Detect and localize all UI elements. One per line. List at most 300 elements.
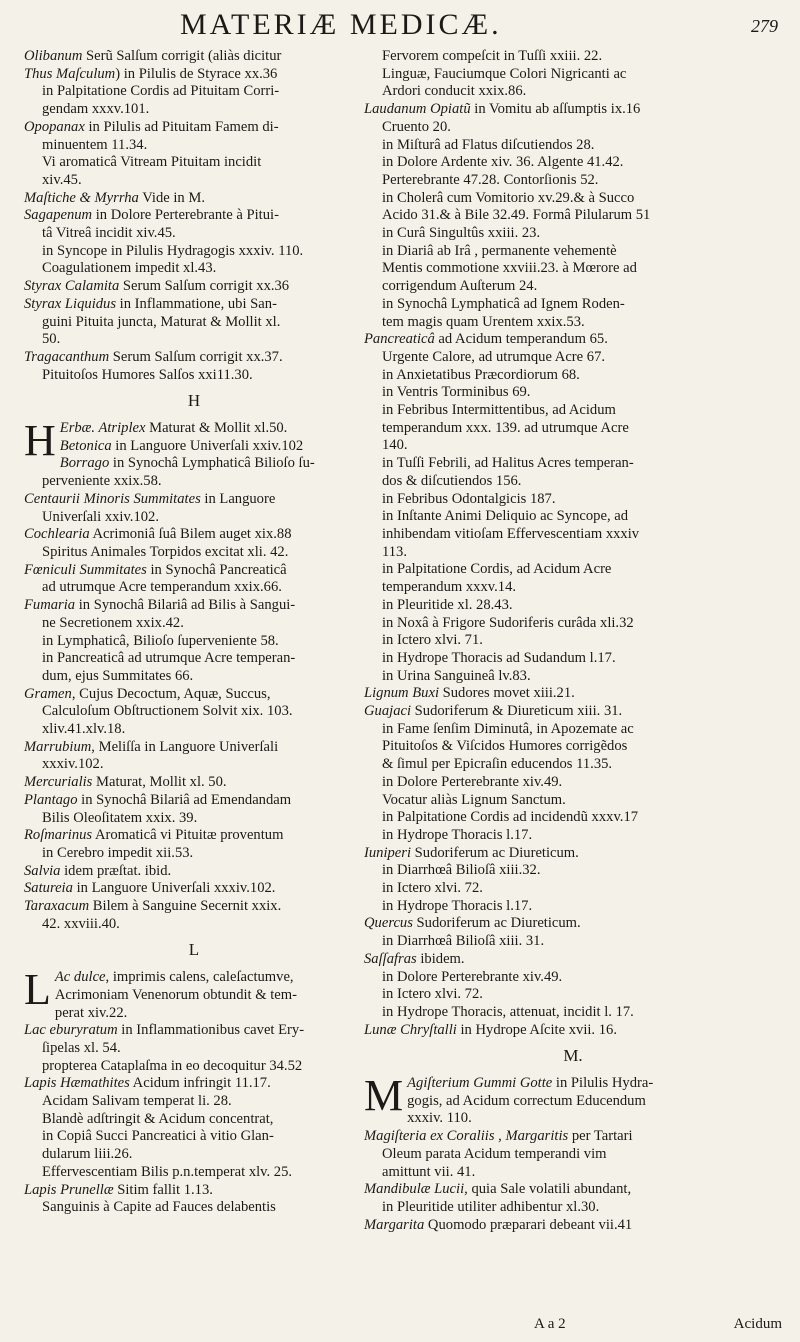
entry-text: in Palpitatione Cordis ad incidendũ xxxv.17 <box>382 809 639 826</box>
index-entry <box>24 455 364 473</box>
entry-text: in Curâ Singultûs xxiii. 23. <box>382 225 541 242</box>
entry-text: in Pilulis Hydra- <box>552 1075 654 1092</box>
index-entry <box>364 1004 782 1022</box>
index-entry <box>24 1111 364 1129</box>
entry-text: temperandum xxxv.14. <box>382 579 517 596</box>
section-letter: H <box>187 391 201 411</box>
index-entry <box>364 437 782 455</box>
entry-text: Oleum parata Acidum temperandi vim <box>382 1145 607 1162</box>
index-entry <box>24 314 364 332</box>
entry-text: xxxiv.102. <box>42 756 104 773</box>
entry-text: & ſimul per Epicraſin educendos 11.35. <box>382 756 613 773</box>
entry-text: Cruento 20. <box>382 118 451 135</box>
index-entry <box>364 756 782 774</box>
entry-text: Maturat & Mollit xl.50. <box>145 420 288 437</box>
entry-text: tâ Vitreâ incidit xiv.45. <box>42 225 176 242</box>
entry-text: in Tuſſi Febrili, ad Halitus Acres temperan- <box>382 455 634 472</box>
index-entry <box>24 473 364 491</box>
entry-text: Serum Salſum corrigit xx.37. <box>109 348 283 365</box>
entry-text: Vocatur aliàs Lignum Sanctum. <box>382 791 566 808</box>
index-entry <box>24 756 364 774</box>
entry-text: Univerſali xxiv.102. <box>42 508 159 525</box>
entry-headword: Fumaria <box>24 597 76 614</box>
section-letter: M. <box>563 1046 583 1066</box>
entry-text: Linguæ, Fauciumque Colori Nigricanti ac <box>382 65 627 82</box>
index-entry <box>364 738 782 756</box>
index-entry <box>24 172 364 190</box>
index-entry <box>24 1146 364 1164</box>
index-entry <box>364 402 782 420</box>
page-header <box>0 8 800 44</box>
entry-headword: Lac eburyratum <box>24 1022 118 1039</box>
index-entry <box>24 863 364 881</box>
entry-text: in Languore Univerſali xxiv.102 <box>111 437 304 454</box>
index-entry <box>24 827 364 845</box>
index-entry <box>24 509 364 527</box>
entry-text: Calculoſum Obſtructionem Solvit xix. 103. <box>42 703 293 720</box>
entry-headword: Mercurialis <box>24 774 93 791</box>
index-entry <box>364 845 782 863</box>
index-entry <box>364 473 782 491</box>
entry-text: in Diarrhœâ Bilioſâ xiii.32. <box>382 862 541 879</box>
index-entry <box>364 951 782 969</box>
entry-text: in Pleuritide xl. 28.43. <box>382 596 513 613</box>
index-entry <box>364 384 782 402</box>
entry-text: 140. <box>382 437 408 454</box>
entry-text: Ardori conducit xxix.86. <box>382 83 527 100</box>
index-entry <box>24 137 364 155</box>
index-entry <box>364 1164 782 1182</box>
entry-text: in Pancreaticâ ad utrumque Acre temperan- <box>42 650 296 667</box>
entry-text: ibidem. <box>416 950 465 967</box>
entry-text: in Inflammatione, ubi San- <box>116 295 277 312</box>
index-entry <box>24 331 364 349</box>
signature-mark: A a 2 <box>534 1316 566 1332</box>
entry-text: ) in Pilulis de Styrace xx.36 <box>115 65 278 82</box>
index-entry <box>364 650 782 668</box>
entry-text: ad Acidum temperandum 65. <box>434 331 608 348</box>
index-entry <box>364 685 782 703</box>
index-entry <box>364 190 782 208</box>
entry-text: amittunt vii. 41. <box>382 1163 476 1180</box>
index-entry <box>364 880 782 898</box>
entry-headword: Lignum Buxi <box>364 685 439 702</box>
index-entry <box>24 1164 364 1182</box>
index-entry <box>24 1182 364 1200</box>
entry-text: Maturat, Mollit xl. 50. <box>92 774 227 791</box>
entry-headword: Plantago <box>24 791 78 808</box>
entry-text: in Diariâ ab Irâ , permanente vehementè <box>382 242 617 259</box>
entry-headword: Guajaci <box>364 703 412 720</box>
index-entry <box>364 296 782 314</box>
index-entry <box>364 225 782 243</box>
entry-text: inhibendam vitioſam Effervescentiam xxxiv <box>382 525 640 542</box>
index-entry <box>364 243 782 261</box>
index-entry <box>24 66 364 84</box>
entry-headword: Margarita <box>364 1216 425 1233</box>
index-entry <box>364 615 782 633</box>
index-entry <box>24 916 364 934</box>
index-entry <box>24 1075 364 1093</box>
entry-text: in Ictero xlvi. 72. <box>382 880 483 897</box>
entry-text: Sanguinis à Capite ad Fauces delabentis <box>42 1199 276 1216</box>
entry-text: in Febribus Odontalgicis 187. <box>382 490 556 507</box>
entry-text: in Ictero xlvi. 72. <box>382 986 483 1003</box>
drop-initial: M <box>364 1071 404 1121</box>
entry-headword: Fœniculi Summitates <box>24 561 147 578</box>
entry-text: Urgente Calore, ad utrumque Acre 67. <box>382 348 606 365</box>
entry-headword: Maſtiche & Myrrha <box>24 189 139 206</box>
index-entry <box>364 986 782 1004</box>
entry-text: gogis, ad Acidum correctum Educendum <box>407 1092 646 1109</box>
entry-text: in Hydrope Thoracis l.17. <box>382 897 533 914</box>
entry-text: in Noxâ à Frigore Sudoriferis curâda xli.32 <box>382 614 634 631</box>
index-entry <box>364 1022 782 1040</box>
index-entry <box>24 615 364 633</box>
entry-text: , imprimis calens, caleſactumve, <box>105 969 294 986</box>
entry-text: Blandè adſtringit & Acidum concentrat, <box>42 1110 274 1127</box>
index-entry <box>24 1022 364 1040</box>
index-entry <box>364 862 782 880</box>
entry-text: Sudoriferum ac Diureticum. <box>411 844 579 861</box>
index-entry <box>364 1217 782 1235</box>
index-entry <box>24 703 364 721</box>
index-entry <box>364 668 782 686</box>
entry-text: xiv.45. <box>42 171 82 188</box>
page-number: 279 <box>751 16 778 36</box>
entry-text: minuentem 11.34. <box>42 136 148 153</box>
index-entry <box>24 597 364 615</box>
entry-headword: Cochlearia <box>24 526 90 543</box>
entry-text: in Cholerâ cum Vomitorio xv.29.& à Succo <box>382 189 635 206</box>
entry-text: in Miſturâ ad Flatus diſcutiendos 28. <box>382 136 595 153</box>
entry-text: in Hydrope Aſcite xvii. 16. <box>456 1021 617 1038</box>
entry-text: Aromaticâ vi Pituitæ proventum <box>92 827 284 844</box>
page-footer <box>364 1316 782 1336</box>
index-entry <box>364 792 782 810</box>
entry-text: perat xiv.22. <box>54 1004 128 1021</box>
entry-text: in Syncope in Pilulis Hydragogis xxxiv. 110. <box>42 242 304 259</box>
running-title: MATERIÆ MEDICÆ. <box>180 8 502 41</box>
entry-headword: Saſſafras <box>364 950 417 967</box>
entry-text: temperandum xxx. 139. ad utrumque Acre <box>382 419 629 436</box>
entry-text: dum, ejus Summitates 66. <box>42 667 194 684</box>
entry-text: in Copiâ Succi Pancreatici à vitio Glan- <box>42 1128 274 1145</box>
index-entry <box>364 1093 782 1111</box>
index-entry <box>364 1181 782 1199</box>
entry-text: in Synochâ Lymphaticâ ad Ignem Roden- <box>382 295 625 312</box>
entry-text: in Dolore Perterebrante à Pitui- <box>92 207 279 224</box>
index-entry <box>24 83 364 101</box>
index-entry <box>24 190 364 208</box>
entry-headword: Erbæ. Atriplex <box>59 420 146 437</box>
index-entry <box>364 508 782 526</box>
index-entry <box>24 260 364 278</box>
entry-text: in Synochâ Bilariâ ad Emendandam <box>77 791 292 808</box>
entry-text: Sudores movet xiii.21. <box>439 685 575 702</box>
entry-text: dos & diſcutiendos 156. <box>382 472 522 489</box>
entry-headword: Lapis Prunellæ <box>24 1181 114 1198</box>
index-entry <box>24 845 364 863</box>
index-entry <box>24 349 364 367</box>
section-letter: L <box>188 940 200 960</box>
index-entry <box>364 632 782 650</box>
index-entry <box>24 119 364 137</box>
entry-headword: Centaurii Minoris Summitates <box>24 490 201 507</box>
index-entry <box>24 650 364 668</box>
entry-text: ad utrumque Acre temperandum xxix.66. <box>42 579 282 596</box>
entry-text: ſipelas xl. 54. <box>42 1039 121 1056</box>
entry-text: , Cujus Decoctum, Aquæ, Succus, <box>71 685 271 702</box>
entry-headword: Tragacanthum <box>24 348 110 365</box>
entry-text: idem præſtat. ibid. <box>60 862 172 879</box>
index-entry <box>364 207 782 225</box>
entry-text: in Inſtante Animi Deliquio ac Syncope, ad <box>382 508 629 525</box>
index-entry <box>364 491 782 509</box>
index-entry <box>364 367 782 385</box>
entry-text: Quomodo præparari debeant vii.41 <box>424 1216 633 1233</box>
index-entry <box>24 1005 364 1023</box>
index-entry <box>24 544 364 562</box>
entry-text: Pituitoſos Humores Salſos xxi11.30. <box>42 366 253 383</box>
entry-headword: Betonica <box>59 437 112 454</box>
entry-text: in Urina Sanguineâ lv.83. <box>382 667 531 684</box>
entry-text: in Palpitatione Cordis ad Pituitam Corri- <box>42 83 280 100</box>
index-entry <box>364 119 782 137</box>
index-entry <box>24 526 364 544</box>
entry-headword: Magiſteria ex Coraliis , Margaritis <box>364 1128 569 1145</box>
index-entry <box>24 633 364 651</box>
entry-headword: Marrubium <box>24 738 92 755</box>
entry-text: in Febribus Intermittentibus, ad Acidum <box>382 402 616 419</box>
index-entry <box>364 455 782 473</box>
entry-text: , quia Sale volatili abundant, <box>464 1181 632 1198</box>
left-column <box>24 48 364 1217</box>
entry-headword: Iuniperi <box>364 844 412 861</box>
entry-text: per Tartari <box>568 1128 633 1145</box>
entry-headword: Thus Maſculum <box>24 65 116 82</box>
entry-text: 50. <box>42 331 61 348</box>
catchword: Acidum <box>733 1316 782 1332</box>
entry-text: Acrimoniam Venenorum obtundit & tem- <box>54 986 297 1003</box>
index-entry <box>364 1146 782 1164</box>
index-entry <box>24 880 364 898</box>
index-entry <box>364 331 782 349</box>
entry-text: 113. <box>382 543 407 560</box>
entry-text: Sudoriferum & Diureticum xiii. 31. <box>411 703 623 720</box>
entry-text: Acidam Salivam temperat li. 28. <box>42 1093 232 1110</box>
entry-text: , Meliſſa in Languore Univerſali <box>91 738 279 755</box>
entry-headword: Salvia <box>24 862 61 879</box>
entry-text: perveniente xxix.58. <box>42 473 162 490</box>
entry-text: Acrimoniâ ſuâ Bilem auget xix.88 <box>89 526 292 543</box>
index-entry <box>364 579 782 597</box>
drop-initial: H <box>24 416 56 466</box>
index-entry <box>24 243 364 261</box>
entry-headword: Mandibulæ Lucii <box>364 1181 465 1198</box>
entry-text: in Hydrope Thoracis, attenuat, incidit l. 17. <box>382 1003 634 1020</box>
index-entry <box>24 721 364 739</box>
index-entry <box>24 296 364 314</box>
index-entry <box>24 367 364 385</box>
entry-text: Sudoriferum ac Diureticum. <box>412 915 581 932</box>
entry-text: in Lymphaticâ, Bilioſo ſuperveniente 58. <box>42 632 279 649</box>
entry-headword: Styrax Calamita <box>24 278 120 295</box>
index-entry <box>364 1128 782 1146</box>
entry-text: in Synochâ Lymphaticâ Bilioſo ſu- <box>109 455 315 472</box>
entry-text: Sitim fallit 1.13. <box>113 1181 213 1198</box>
entry-headword: Opopanax <box>24 118 85 135</box>
index-entry <box>24 207 364 225</box>
index-entry <box>364 597 782 615</box>
entry-headword: Olibanum <box>24 48 83 64</box>
right-column <box>364 48 782 1234</box>
entry-text: in Hydrope Thoracis l.17. <box>382 826 533 843</box>
entry-text: in Diarrhœâ Bilioſâ xiii. 31. <box>382 933 545 950</box>
index-entry <box>364 969 782 987</box>
entry-headword: Satureia <box>24 880 73 897</box>
entry-headword: Taraxacum <box>24 898 90 915</box>
index-entry <box>24 987 364 1005</box>
index-entry <box>364 278 782 296</box>
entry-text: Vi aromaticâ Vitream Pituitam incidit <box>42 154 262 171</box>
entry-headword: Roſmarinus <box>24 827 93 844</box>
index-entry <box>364 1199 782 1217</box>
index-entry <box>364 260 782 278</box>
entry-headword: Sagapenum <box>24 207 93 224</box>
index-entry <box>24 1040 364 1058</box>
index-entry <box>364 561 782 579</box>
entry-text: xliv.41.xlv.18. <box>42 721 126 738</box>
index-entry <box>24 810 364 828</box>
entry-text: 42. xxviii.40. <box>42 915 120 932</box>
index-entry <box>24 686 364 704</box>
index-entry <box>364 809 782 827</box>
entry-text: Effervescentiam Bilis p.n.temperat xlv. 25. <box>42 1163 293 1180</box>
entry-headword: Borrago <box>59 455 110 472</box>
entry-text: in Languore Univerſali xxxiv.102. <box>72 880 276 897</box>
entry-text: in Synochâ Pancreaticâ <box>146 561 287 578</box>
entry-text: guini Pituita juncta, Maturat & Mollit xl. <box>42 313 281 330</box>
entry-headword: Quercus <box>364 915 413 932</box>
entry-text: tem magis quam Urentem xxix.53. <box>382 313 585 330</box>
entry-text: in Vomitu ab aſſumptis ix.16 <box>470 101 641 118</box>
index-entry <box>24 792 364 810</box>
entry-text: dularum liii.26. <box>42 1146 133 1163</box>
entry-text: Serũ Salſum corrigit (aliàs dicitur <box>82 48 282 64</box>
index-entry <box>364 349 782 367</box>
index-entry <box>24 491 364 509</box>
entry-headword: Pancreaticâ <box>364 331 435 348</box>
index-entry <box>364 933 782 951</box>
index-entry <box>364 137 782 155</box>
entry-text: Bilem à Sanguine Secernit xxix. <box>89 898 282 915</box>
index-entry <box>24 898 364 916</box>
entry-text: Bilis Oleoſitatem xxix. 39. <box>42 809 198 826</box>
entry-text: in Fame ſenſim Diminutâ, in Apozemate ac <box>382 720 634 737</box>
index-entry <box>24 739 364 757</box>
index-entry <box>364 915 782 933</box>
index-entry <box>24 101 364 119</box>
entry-text: in Hydrope Thoracis ad Sudandum l.17. <box>382 649 616 666</box>
index-entry <box>364 66 782 84</box>
index-entry <box>24 668 364 686</box>
entry-text: in Synochâ Bilariâ ad Bilis à Sangui- <box>75 597 296 614</box>
index-entry <box>24 1093 364 1111</box>
entry-text: Acidum infringit 11.17. <box>129 1075 271 1092</box>
entry-text: Coagulationem impedit xl.43. <box>42 260 217 277</box>
entry-text: corrigendum Auſterum 24. <box>382 278 538 295</box>
entry-text: in Ictero xlvi. 71. <box>382 632 483 649</box>
index-entry <box>24 1128 364 1146</box>
drop-initial: L <box>24 965 51 1015</box>
index-entry <box>24 48 364 66</box>
index-entry <box>364 827 782 845</box>
index-entry <box>24 438 364 456</box>
entry-headword: Laudanum Opiatũ <box>364 101 471 118</box>
entry-headword: Gramen <box>24 685 72 702</box>
entry-text: in Cerebro impedit xii.53. <box>42 844 194 861</box>
entry-text: Acido 31.& à Bile 32.49. Formâ Pilularum 51 <box>382 207 651 224</box>
index-entry <box>364 172 782 190</box>
entry-text: Perterebrante 47.28. Contorſionis 52. <box>382 171 599 188</box>
entry-text: in Dolore Ardente xiv. 36. Algente 41.42. <box>382 154 624 171</box>
entry-headword: Lapis Hæmathites <box>24 1075 130 1092</box>
index-entry <box>364 703 782 721</box>
entry-text: in Pleuritide utiliter adhibentur xl.30. <box>382 1199 600 1215</box>
entry-headword: Styrax Liquidus <box>24 295 117 312</box>
index-entry <box>24 774 364 792</box>
index-entry <box>364 101 782 119</box>
index-entry <box>364 83 782 101</box>
entry-text: xxxiv. 110. <box>407 1110 472 1127</box>
index-entry <box>364 526 782 544</box>
entry-text: ne Secretionem xxix.42. <box>42 614 184 631</box>
index-entry <box>364 774 782 792</box>
entry-text: in Palpitatione Cordis, ad Acidum Acre <box>382 561 612 578</box>
entry-text: propterea Cataplaſma in eo decoquitur 34.52 <box>42 1057 303 1074</box>
entry-text: in Dolore Perterebrante xiv.49. <box>382 773 563 790</box>
index-entry <box>364 898 782 916</box>
entry-text: Spiritus Animales Torpidos excitat xli. 42. <box>42 543 289 560</box>
entry-text: Mentis commotione xxviii.23. à Mœrore ad <box>382 260 637 277</box>
index-entry <box>24 579 364 597</box>
entry-text: Vide in M. <box>138 189 205 206</box>
index-entry <box>364 420 782 438</box>
index-entry <box>24 154 364 172</box>
index-entry <box>364 154 782 172</box>
entry-text: in Pilulis ad Pituitam Famem di- <box>84 118 279 135</box>
index-entry <box>364 314 782 332</box>
index-entry <box>24 1199 364 1217</box>
index-entry <box>364 721 782 739</box>
index-entry <box>24 562 364 580</box>
entry-text: Pituitoſos & Viſcidos Humores corrigẽdos <box>382 738 628 755</box>
entry-headword: Agiſterium Gummi Gotte <box>407 1075 553 1092</box>
entry-text: in Inflammationibus cavet Ery- <box>117 1022 305 1039</box>
entry-text: in Dolore Perterebrante xiv.49. <box>382 968 563 985</box>
index-entry <box>364 1110 782 1128</box>
index-entry <box>24 225 364 243</box>
index-entry <box>24 278 364 296</box>
entry-text: in Languore <box>200 490 276 507</box>
entry-text: in Anxietatibus Præcordiorum 68. <box>382 366 580 383</box>
entry-text: in Ventris Torminibus 69. <box>382 384 531 401</box>
entry-headword: Ac dulce <box>54 969 106 986</box>
index-entry <box>364 48 782 66</box>
entry-text: gendam xxxv.101. <box>42 101 150 118</box>
entry-text: Serum Salſum corrigit xx.36 <box>119 278 290 295</box>
